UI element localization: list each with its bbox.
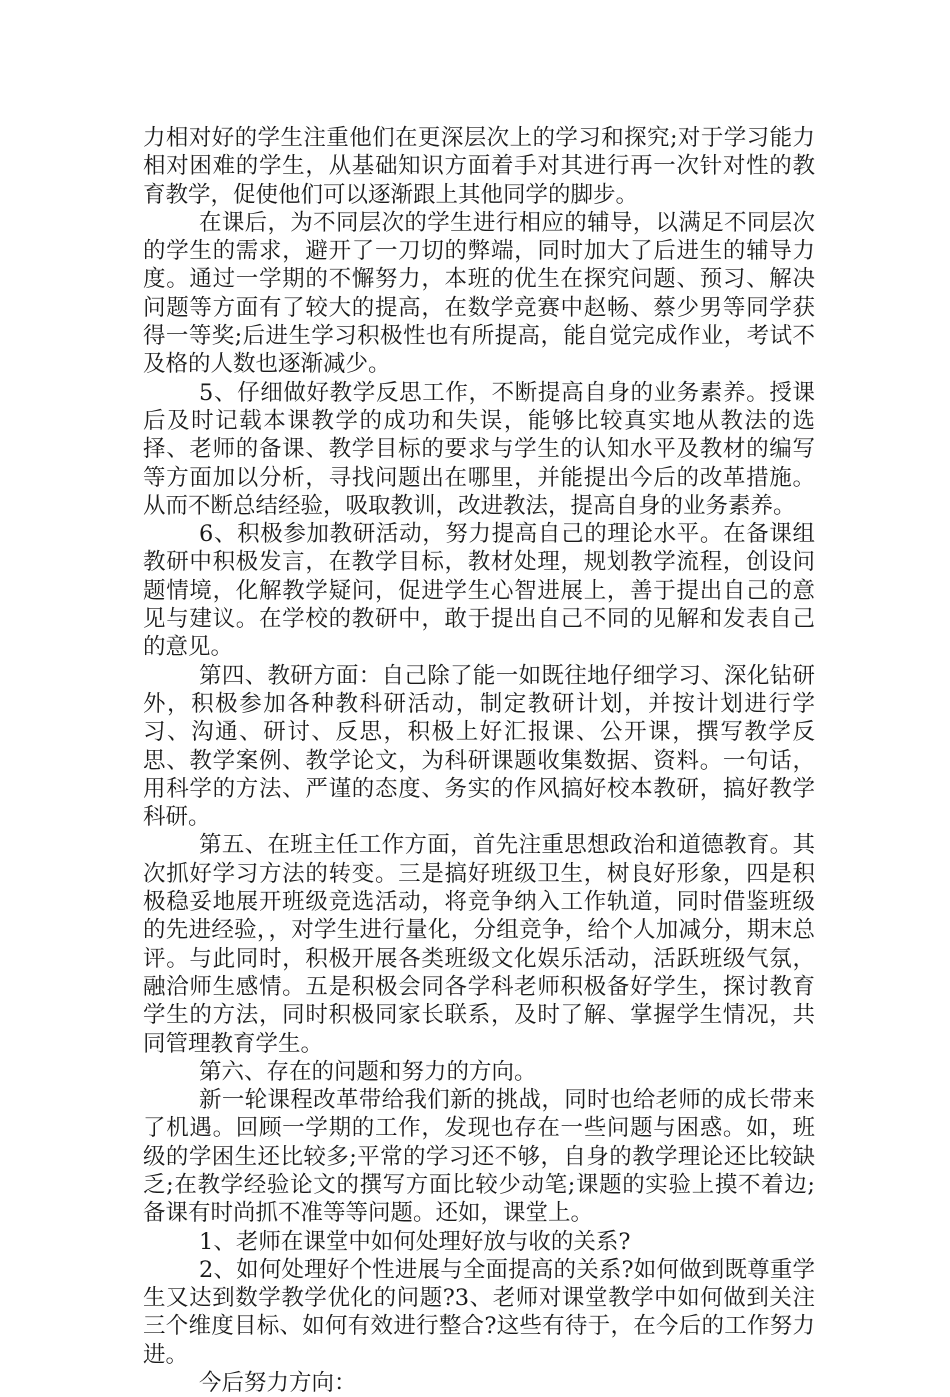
paragraph-5: 第四、教研方面：自己除了能一如既往地仔细学习、深化钻研外，积极参加各种教科研活动，制定教研计划，并按计划进行学习、沟通、研讨、反思，积极上好汇报课、公开课，撰写教学反思、教学案例、教学论文，为科研课题收集数据、资料。一句话，用科学的方法、严谨的态度、务实的作风搞好校本教研，搞好教学科研。	[143, 662, 815, 831]
paragraph-8: 新一轮课程改革带给我们新的挑战，同时也给老师的成长带来了机遇。回顾一学期的工作，发现也存在一些问题与困惑。如，班级的学困生还比较多;平常的学习还不够，自身的教学理论还比较缺乏;在教学经验论文的撰写方面比较少动笔;课题的实验上摸不着边;备课有时尚抓不准等等问题。还如，课堂上。	[143, 1087, 815, 1227]
paragraph-4: 6、积极参加教研活动，努力提高自己的理论水平。在备课组教研中积极发言，在教学目标，教材处理，规划教学流程，创设问题情境，化解教学疑问，促进学生心智进展上，善于提出自己的意见与建议。在学校的教研中，敢于提出自己不同的见解和发表自己的意见。	[143, 521, 815, 661]
paragraph-2: 在课后，为不同层次的学生进行相应的辅导，以满足不同层次的学生的需求，避开了一刀切的弊端，同时加大了后进生的辅导力度。通过一学期的不懈努力，本班的优生在探究问题、预习、解决问题等方面有了较大的提高，在数学竞赛中赵畅、蔡少男等同学获得一等奖;后进生学习积极性也有所提高，能自觉完成作业，考试不及格的人数也逐渐减少。	[143, 209, 815, 378]
question-1: 1、老师在课堂中如何处理好放与收的关系?	[199, 1228, 631, 1255]
paragraph-1: 力相对好的学生注重他们在更深层次上的学习和探究;对于学习能力相对困难的学生，从基础知识方面着手对其进行再一次针对性的教育教学，促使他们可以逐渐跟上其他同学的脚步。	[143, 125, 815, 208]
paragraph-3: 5、仔细做好教学反思工作，不断提高自身的业务素养。授课后及时记载本课教学的成功和失误，能够比较真实地从教法的选择、老师的备课、教学目标的要求与学生的认知水平及教材的编写等方面加以分析，寻找问题出在哪里，并能提出今后的改革措施。从而不断总结经验，吸取教训，改进教法，提高自身的业务素养。	[143, 379, 815, 519]
section-heading-6: 第六、存在的问题和努力的方向。	[199, 1058, 537, 1085]
future-direction-heading: 今后努力方向：	[199, 1370, 357, 1397]
document-body	[143, 124, 815, 1397]
question-2: 2、如何处理好个性进展与全面提高的关系?如何做到既尊重学生又达到数学教学优化的问题?3、老师对课堂教学中如何做到关注三个维度目标、如何有效进行整合?这些有待于，在今后的工作努力进。	[143, 1256, 815, 1368]
paragraph-6: 第五、在班主任工作方面，首先注重思想政治和道德教育。其次抓好学习方法的转变。三是搞好班级卫生，树良好形象，四是积极稳妥地展开班级竞选活动，将竞争纳入工作轨道，同时借鉴班级的先进经验，，对学生进行量化，分组竞争，给个人加减分，期末总评。与此同时，积极开展各类班级文化娱乐活动，活跃班级气氛，融洽师生感情。五是积极会同各学科老师积极备好学生，探讨教育学生的方法，同时积极同家长联系，及时了解、掌握学生情况，共同管理教育学生。	[143, 832, 815, 1057]
